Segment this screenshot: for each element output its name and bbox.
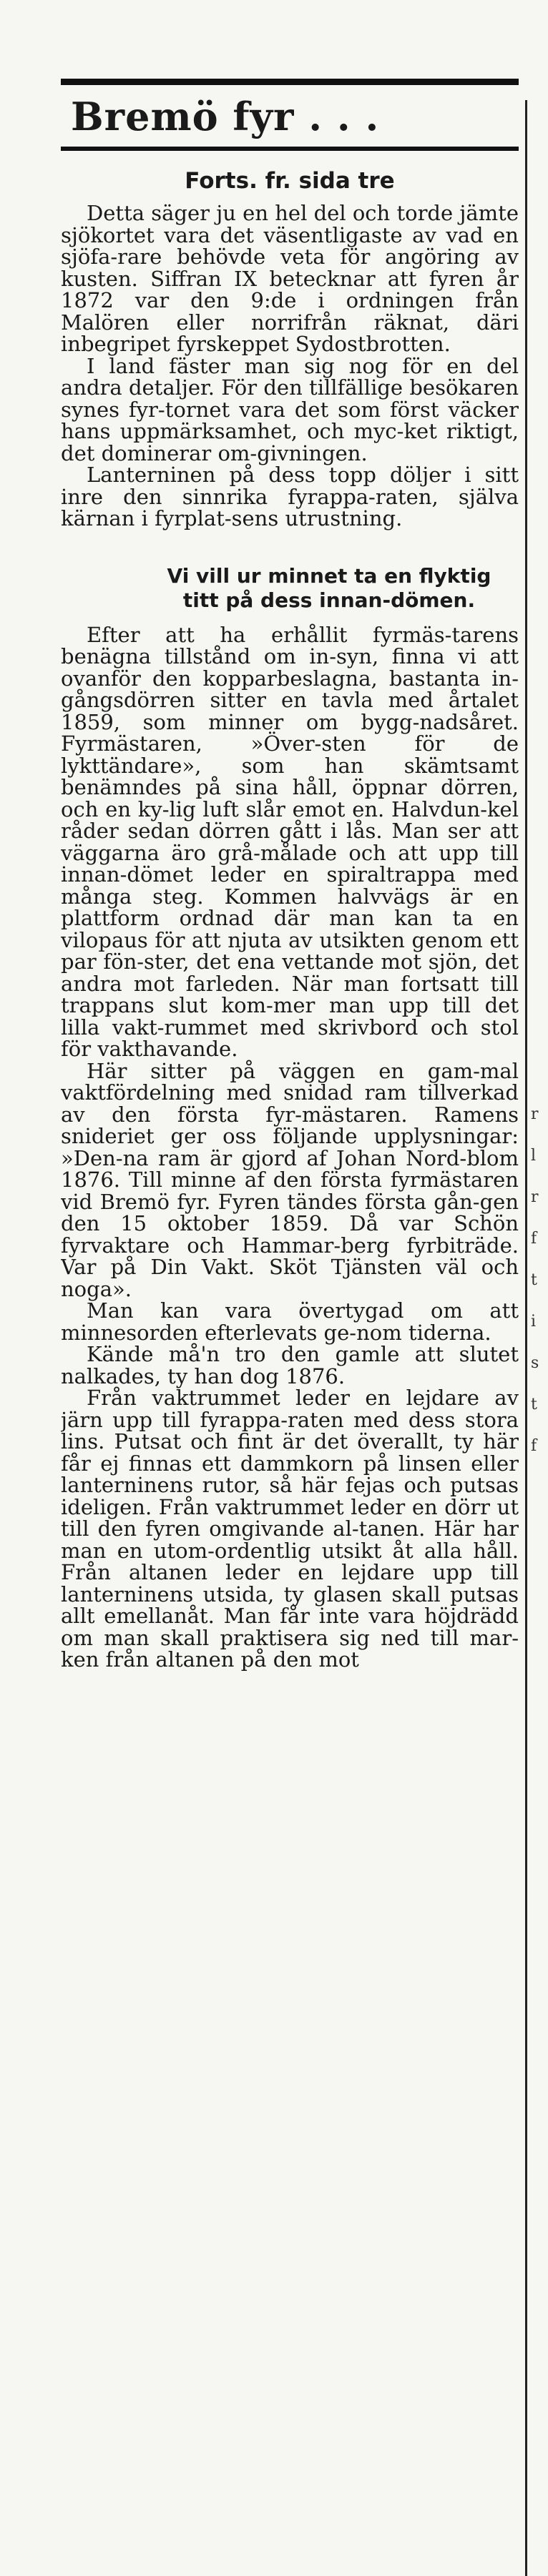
headline: Bremö fyr . . . <box>71 94 380 139</box>
margin-fragment: f <box>531 1230 537 1248</box>
paragraph: Kände må'n tro den gamle att slutet nalkades, ty han dog 1876. <box>61 1342 519 1388</box>
paragraph: Lanterninen på dess topp döljer i sitt inre den sinnrika fyrappa-raten, själva kärnan i fyrplat-sens utrustning. <box>61 463 519 531</box>
column-rule <box>525 100 527 2576</box>
top-rule <box>61 79 519 85</box>
paragraph: Från vaktrummet leder en lejdare av järn upp till fyrappa-raten med dess stora lins. Putsat och fint är det överallt, ty här får ej finnas ett dammkorn på linsen eller lanterninens rutor, så här fejas och putsas ideligen. Från vaktrummet leder en dörr ut till den fyren omgivande al-tanen. Här har man en utom-ordentlig utsikt åt alla håll. Från altanen leder en lejdare upp till lanterninens utsida, ty glasen skall putsas allt emellanåt. Man får inte vara höjdrädd om man skall praktisera sig ned till mar-ken från altanen på den mot <box>61 1386 519 1672</box>
continuation-note: Forts. fr. sida tre <box>185 168 395 194</box>
article-body-part1 <box>61 202 519 530</box>
adjacent-column-fragments <box>531 1094 545 1467</box>
headline-rule <box>61 147 519 151</box>
paragraph: Detta säger ju en hel del och torde jämte sjökortet vara det väsentligaste av vad en sjöfa-rare behövde veta för angöring av kusten. Siffran IX betecknar att fyren år 1872 var den 9:de i ordningen från Malören eller norrifrån räknat, däri inbegripet fyrskeppet Sydostbrotten. <box>61 201 519 356</box>
margin-fragment: t <box>531 1271 537 1289</box>
margin-fragment: t <box>531 1396 537 1413</box>
margin-fragment: s <box>531 1354 539 1372</box>
section-heading: Vi vill ur minnet ta en flyktig titt på dess innan-dömen. <box>167 563 491 612</box>
margin-fragment: r <box>531 1188 539 1206</box>
paragraph: Efter att ha erhållit fyrmäs-tarens benägna tillstånd om in-syn, finna vi att ovanför den kopparbeslagna, bastanta in-gångsdörren sitter en tavla med årtalet 1859, som minner om bygg-nadsåret. Fyrmästaren, »Över-sten för de lykttändare», som han skämtsamt benämndes på sina håll, öppnar dörren, och en ky-lig luft slår emot en. Halvdun-kel råder sedan dörren gått i lås. Man ser att väggarna äro grå-målade och att upp till innan-dömet leder en spiraltrappa med många steg. Kommen halvvägs är en plattform ordnad där man kan ta en vilopaus för att njuta av utsikten genom ett par fön-ster, det ena vettande mot sjön, det andra mot farleden. När man fortsatt till trappans slut kom-mer man upp till det lilla vakt-rummet med skrivbord och stol för vakthavande. <box>61 622 519 1061</box>
margin-fragment: i <box>531 1313 537 1331</box>
paragraph: I land fäster man sig nog för en del andra detaljer. För den tillfällige besökaren synes fyr-tornet vara det som först väcker hans uppmärksamhet, och myc-ket riktigt, det dominerar om-givningen. <box>61 353 519 465</box>
newspaper-clipping <box>61 79 519 2576</box>
article-body-part2 <box>61 624 519 1671</box>
margin-fragment: l <box>531 1147 537 1165</box>
paragraph: Här sitter på väggen en gam-mal vaktfördelning med snidad ram tillverkad av den första fyr-mästaren. Ramens snideriet ger oss följande upplysningar: »Den-na ram är gjord af Johan Nord-blom 1876. Till minne af den första fyrmästaren vid Bremö fyr. Fyren tändes första gån-gen den 15 oktober 1859. Då var Schön fyrvaktare och Hammar-berg fyrbiträde. Var på Din Vakt. Sköt Tjänsten väl och noga». <box>61 1058 519 1301</box>
margin-fragment: r <box>531 1105 539 1123</box>
paragraph: Man kan vara övertygad om att minnesorden efterlevats ge-nom tiderna. <box>61 1298 519 1345</box>
margin-fragment: f <box>531 1437 537 1455</box>
